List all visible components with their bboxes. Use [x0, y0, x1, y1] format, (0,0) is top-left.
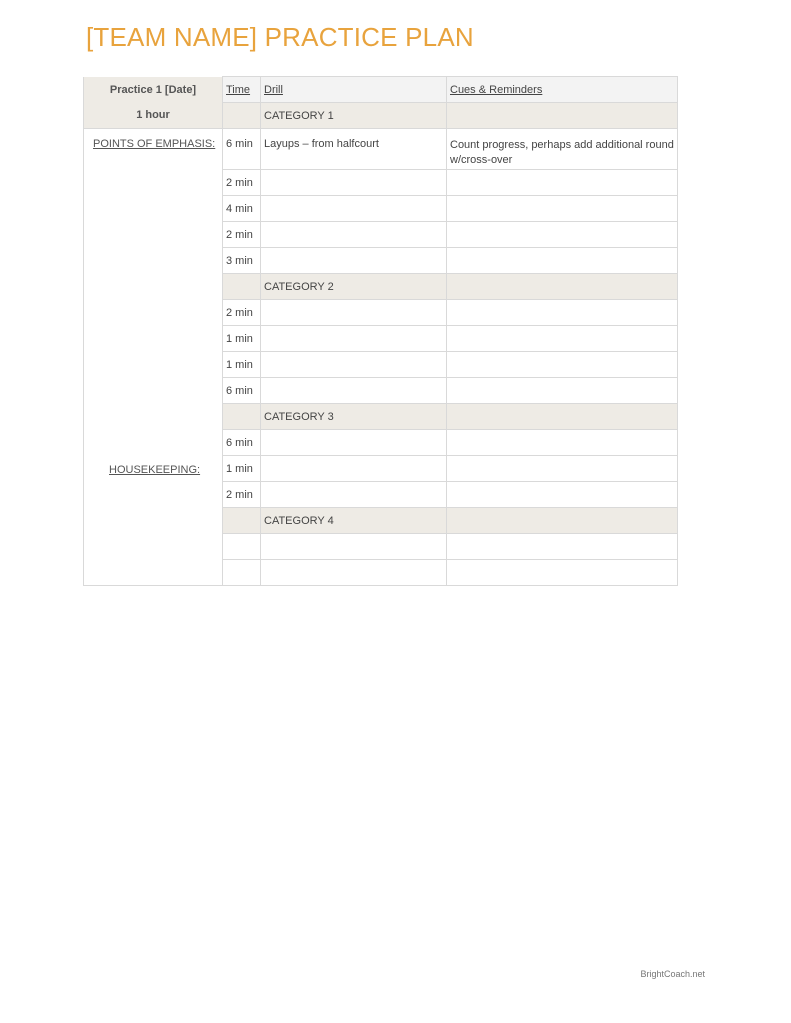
drill-cell: [261, 560, 447, 586]
category-label: CATEGORY 3: [261, 404, 447, 430]
cue-cell: [447, 326, 678, 352]
footer-credit: BrightCoach.net: [640, 969, 705, 979]
cues-header: Cues & Reminders: [450, 83, 543, 96]
cue-cell: [447, 482, 678, 508]
cue-cell: [447, 456, 678, 482]
time-cell: 2 min: [223, 222, 261, 248]
header-row: [84, 77, 678, 103]
drill-cell: [261, 248, 447, 274]
time-cell: 6 min: [223, 129, 261, 170]
cue-cell: [447, 352, 678, 378]
category-label: CATEGORY 4: [261, 508, 447, 534]
left-notes-column: [84, 129, 223, 586]
category-label: CATEGORY 1: [261, 103, 447, 129]
cue-cell: [447, 300, 678, 326]
cue-cell: Count progress, perhaps add additional round w/cross-over: [447, 129, 678, 170]
practice-plan-table: [83, 76, 678, 586]
table-row: [84, 129, 678, 170]
drill-cell: [261, 196, 447, 222]
drill-cell: [261, 300, 447, 326]
housekeeping-label: HOUSEKEEPING:: [109, 464, 201, 476]
time-cell: [223, 534, 261, 560]
cue-cell: [447, 248, 678, 274]
points-of-emphasis-label: POINTS OF EMPHASIS:: [93, 138, 216, 150]
time-cell: 1 min: [223, 352, 261, 378]
time-cell: 1 min: [223, 456, 261, 482]
time-cell: 2 min: [223, 170, 261, 196]
time-cell: 6 min: [223, 430, 261, 456]
drill-cell: [261, 326, 447, 352]
time-cell: 6 min: [223, 378, 261, 404]
drill-cell: Layups – from halfcourt: [261, 129, 447, 170]
time-cell: 1 min: [223, 326, 261, 352]
drill-header: Drill: [264, 83, 283, 96]
time-cell: 2 min: [223, 482, 261, 508]
cue-cell: [447, 196, 678, 222]
cue-cell: [447, 378, 678, 404]
cue-cell: [447, 534, 678, 560]
practice-date: Practice 1 [Date]: [84, 77, 223, 103]
time-header: Time: [226, 83, 251, 96]
page-title: [TEAM NAME] PRACTICE PLAN: [86, 22, 474, 52]
cue-cell: [447, 430, 678, 456]
time-cell: 4 min: [223, 196, 261, 222]
time-cell: [223, 560, 261, 586]
drill-cell: [261, 352, 447, 378]
category-row: [84, 103, 678, 129]
drill-cell: [261, 534, 447, 560]
cue-cell: [447, 222, 678, 248]
cue-cell: [447, 170, 678, 196]
category-label: CATEGORY 2: [261, 274, 447, 300]
time-cell: 2 min: [223, 300, 261, 326]
drill-cell: [261, 378, 447, 404]
drill-cell: [261, 430, 447, 456]
cue-cell: [447, 560, 678, 586]
time-cell: 3 min: [223, 248, 261, 274]
drill-cell: [261, 170, 447, 196]
drill-cell: [261, 482, 447, 508]
practice-duration: 1 hour: [84, 103, 223, 129]
drill-cell: [261, 222, 447, 248]
drill-cell: [261, 456, 447, 482]
